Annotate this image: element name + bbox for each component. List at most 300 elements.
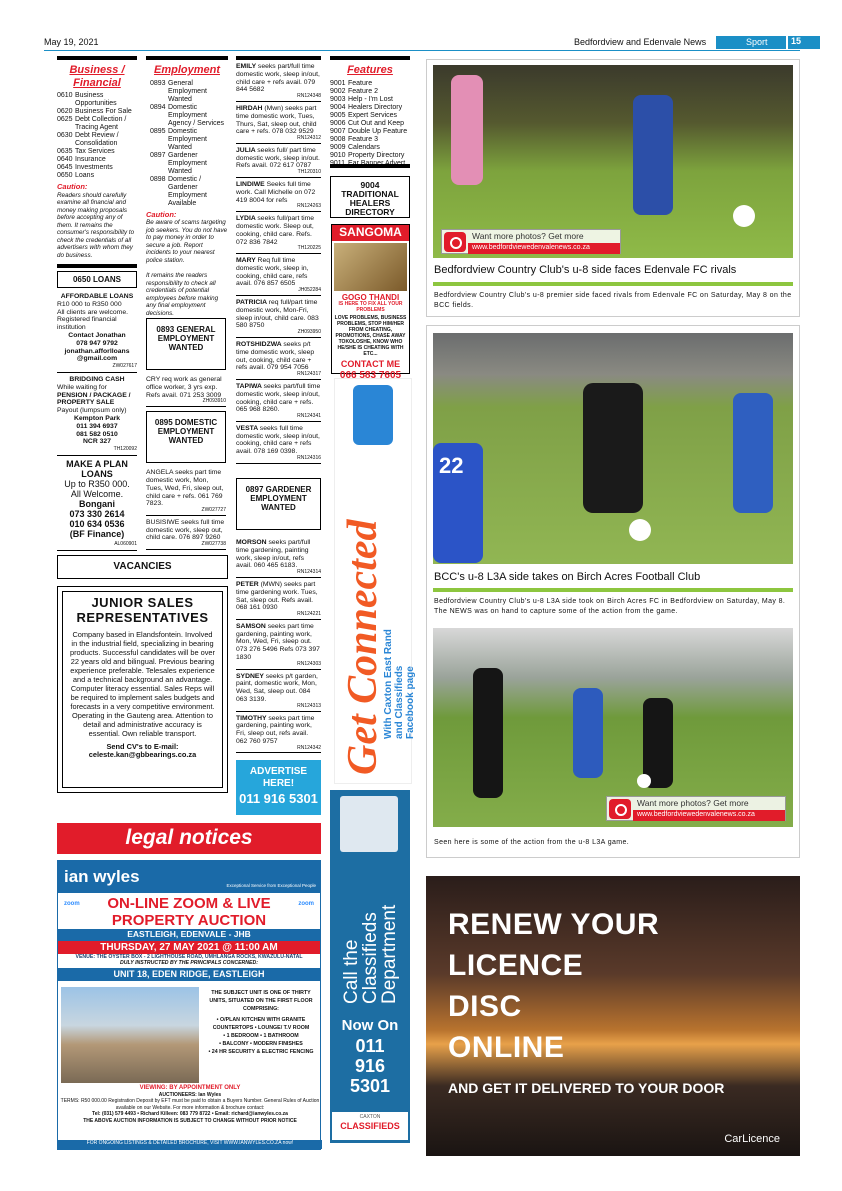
column-bar [330, 56, 410, 60]
ad-heading: JUNIOR SALES [91, 595, 194, 610]
more-photos-banner[interactable] [441, 229, 621, 254]
business-index [57, 56, 137, 259]
category-label: Business Opportunities [75, 92, 117, 108]
classified-ad [236, 341, 321, 372]
category-code: 9009 [330, 143, 346, 151]
ad-title: BRIDGING CASH [69, 375, 125, 383]
ad-line: PENSION / PACKAGE / [57, 391, 131, 399]
sangoma-heading: SANGOMA [332, 225, 409, 241]
headline-line: ON-LINE ZOOM & LIVE [107, 895, 271, 912]
ad-ref: RN124342 [236, 746, 321, 754]
licence-disc-ad[interactable] [426, 876, 800, 1156]
auction-website-bar[interactable]: FOR ONGOING LISTINGS & DETAILED BROCHURE, VISIT WWW.IANWYLES.CO.ZA now! [58, 1140, 322, 1149]
category-code: 9008 [330, 135, 346, 143]
phone-number [330, 1016, 410, 1096]
classifieds-label: CLASSIFIEDS [340, 1120, 400, 1131]
classified-ad [236, 581, 321, 612]
soccer-ball [629, 519, 651, 541]
category-code: 9004 [330, 103, 346, 111]
employment-index [146, 56, 228, 317]
classified-ad [236, 105, 321, 136]
now-on: Now On [341, 1017, 399, 1034]
general-employment-box: 0893 GENERAL EMPLOYMENT WANTED [146, 318, 226, 370]
newspaper-name: Bedfordview and Edenvale News [574, 37, 707, 47]
ad-text: CRY req work as general office worker, 3 yrs exp. Refs avail. 071 253 3009 [146, 376, 222, 399]
category-label: Feature 3 [348, 135, 378, 143]
property-description: THE SUBJECT UNIT IS ONE OF THIRTY UNITS, SITUATED ON THE FIRST FLOOR COMPRISING: [209, 990, 313, 1012]
ad-line: All clients are welcome. [57, 308, 129, 316]
story-caption: Bedfordview Country Club's u-8 L3A side took on Birch Acres FC in Bedfordview on Saturday, May 8. The NEWS was on hand to capture some of the action from the game. [434, 598, 786, 615]
ad-ref: RN124341 [236, 414, 321, 422]
healer-body: LOVE PROBLEMS, BUSINESS PROBLEMS, STOP HIM/HER FROM CHEATING, PROMOTIONS, CHASE AWAY TOKOLOSHE, KNOW WHO HE/SHE IS CHEATING WITH ETC... [334, 315, 407, 358]
viewing-text: VIEWING: BY APPOINTMENT ONLY [139, 1085, 241, 1091]
headline-line: DISC [448, 990, 522, 1023]
call-line: Department [379, 904, 400, 1004]
ad-line: Payout (lumpsum only) [57, 407, 127, 415]
ad-ref: RN124314 [236, 570, 321, 578]
category-label: Loans [75, 172, 95, 180]
category-label: Domestic Employment Wanted [168, 127, 207, 151]
ad-line: 010 634 0536 [69, 518, 125, 529]
ad-ref: RN124303 [236, 662, 321, 670]
ad-ref: RN124263 [236, 204, 321, 212]
more-photos-text: Want more photos? Get more [637, 798, 749, 808]
ad-ref: ZW027738 [146, 542, 226, 550]
call-text [342, 854, 399, 1004]
ad-text: seeks full/ part time domestic work, sleep in/out. Refs avail. 072 617 0787 [236, 146, 320, 170]
category-code: 9006 [330, 119, 346, 127]
ad-name: PETER [236, 580, 261, 588]
issue-date: May 19, 2021 [44, 37, 99, 47]
ad-text: Seeks full time work. Call Michelle on 072 419 8004 for refs [236, 181, 316, 204]
category-code: 9001 [330, 79, 346, 87]
ad-text: seeks full/part time domestic work. Sleep out, cooking, child care. Refs. 072 836 7842 [236, 215, 315, 246]
ad-ref: TH120092 [57, 446, 137, 456]
column-bar [57, 56, 137, 60]
healers-box: 9004 TRADITIONAL HEALERS DIRECTORY [330, 176, 410, 218]
carlicence-logo: CarLicence [724, 1133, 780, 1146]
ad-text: seeks part time gardening, painting work, Mon, Wed, Fri, sleep out. 073 276 5496 Refs 073 397 1830 [236, 622, 320, 662]
divider [330, 164, 410, 168]
ad-text: seeks part/full time gardening, painting work, sleep in/out, refs avail. 060 465 6183. [236, 539, 311, 570]
licence-headline [448, 904, 659, 1068]
category-label: General Employment Wanted [168, 79, 207, 103]
story-caption: Bedfordview Country Club's u-8 premier side faced rivals from Edenvale FC on Saturday, May 8 on the BCC fields. [434, 292, 792, 309]
player-figure [573, 688, 603, 778]
headline-rule [433, 588, 793, 592]
loans-section [57, 268, 137, 554]
ad-ref: RN124317 [236, 372, 321, 380]
ad-ref: TH120310 [236, 170, 321, 178]
features-index [330, 56, 410, 168]
auction-footer [58, 1085, 322, 1124]
ad-name: LYDIA [236, 215, 258, 223]
player-figure [473, 668, 503, 798]
category-label: Investments [75, 164, 113, 172]
soccer-ball [637, 774, 651, 788]
junior-sales-ad [57, 586, 228, 793]
ad-title: AFFORDABLE LOANS [60, 293, 134, 300]
ad-ref: RN124312 [236, 136, 321, 144]
ad-text: seeks part time gardening, painting work, Fri, sleep out, refs avail. 062 760 9757 [236, 714, 315, 745]
zoom-logo: zoom [298, 901, 314, 907]
ad-body: Company based in Elandsfontein. Involved in the industrial field, specializing in bearing products. Successful candidates will be over 22 years old and bilingual. Previous bearing experience preferable. Telesales experience and a technical background an advantage. Computer literacy essential. Sales Reps will be required to implement sales budgets and forecasts in a very competitive environment. Operating in the Gauteng area. Attention to detail and administrative accuracy is essential. Own reliable transport. [69, 629, 215, 738]
caxton-logo [332, 1112, 408, 1140]
category-code: 0893 [150, 79, 166, 87]
vacancies-box: VACANCIES [57, 555, 228, 579]
ad-line: Bongani [79, 498, 115, 509]
contact-line: @gmail.com [76, 355, 118, 363]
headline-line: ONLINE [448, 1031, 565, 1064]
facebook-line: Facebook page [405, 666, 416, 739]
classified-ad [236, 673, 321, 704]
soccer-photo-2 [433, 333, 793, 564]
ad-line: Registered financial institution [57, 316, 117, 332]
feature-item: • 1 BEDROOM • 1 BATHROOM [223, 1033, 299, 1039]
property-photo [61, 987, 199, 1083]
header-rule [44, 50, 800, 51]
category-label: Debt Collection / Tracing Agent [75, 116, 127, 132]
ad-text: ANGELA seeks part time domestic work, Mon, Tues, Wed, Fri, sleep out, child care + refs. 061 769 7823. [146, 469, 224, 508]
business-category-list [57, 92, 137, 180]
category-item [330, 88, 410, 96]
ad-name: TAPIWA [236, 382, 264, 390]
category-code: 0625 [57, 116, 73, 124]
auction-headline [58, 895, 320, 929]
ad-name: TIMOTHY [236, 714, 269, 722]
caution-text-2: It remains the readers responsibility to check all credentials of potential employees before making any final employment decisions. [146, 272, 219, 317]
category-item [57, 164, 137, 172]
caution-label: Caution: [57, 182, 88, 192]
ad-text: BUSISIWE seeks full time domestic work, sleep out, child care. 076 897 9260 [146, 518, 225, 542]
player-figure [433, 443, 483, 563]
ad-text: seeks full time domestic work, sleep in/out, cooking, child care + refs avail. 078 169 0398. [236, 424, 320, 456]
website-link[interactable]: www.bedfordviewedenvalenews.co.za [468, 243, 620, 254]
category-label: Healers Directory [348, 103, 403, 111]
ad-name: MARY [236, 257, 258, 265]
notice-text: THE ABOVE AUCTION INFORMATION IS SUBJECT TO CHANGE WITHOUT PRIOR NOTICE [83, 1117, 297, 1124]
ad-line: All Welcome. [70, 488, 124, 499]
ad-name: HIRDAH [236, 104, 265, 112]
category-code: 0640 [57, 156, 73, 164]
category-code: 0650 [57, 172, 73, 180]
category-item [150, 176, 228, 208]
category-label: Double Up Feature [348, 127, 408, 135]
ad-text: (MWN) seeks part time gardening work. Tues, Sat, sleep out. Refs avail. 068 161 0930 [236, 580, 318, 612]
category-label: Calendars [348, 143, 380, 151]
advertise-label: ADVERTISE HERE! [249, 766, 308, 789]
category-label: Tax Services [75, 148, 115, 156]
email-link[interactable]: celeste.kan@gbbearings.co.za [88, 750, 197, 760]
camera-icon [609, 799, 631, 819]
devices-image [340, 796, 398, 852]
feature-item: • BALCONY • MODERN FINISHES [219, 1041, 303, 1047]
ad-ref: JH052284 [236, 288, 321, 296]
loan-ad-3 [57, 459, 137, 551]
photo-caption: Seen here is some of the action from the u-8 L3A game. [434, 839, 630, 846]
category-code: 0645 [57, 164, 73, 172]
headline-rule [433, 282, 793, 286]
category-code: 9007 [330, 127, 346, 135]
phone-part: 011 [355, 1036, 385, 1056]
story-headline: BCC's u-8 L3A side takes on Birch Acres Football Club [434, 571, 701, 583]
healer-sub: IS HERE TO FIX ALL YOUR PROBLEMS [338, 300, 403, 313]
category-label: Domestic Employment Agency / Services [168, 103, 225, 127]
category-item [57, 116, 137, 132]
ad-name: EMILY [236, 63, 258, 70]
domestic-employment-box: 0895 DOMESTIC EMPLOYMENT WANTED [146, 411, 226, 463]
category-label: Cut Out and Keep [348, 119, 405, 127]
more-photos-banner[interactable] [606, 796, 786, 821]
gardener-employment-box: 0897 GARDENER EMPLOYMENT WANTED [236, 478, 321, 530]
general-employment-section [146, 318, 226, 553]
caution-text: Readers should carefully examine all financial and money making proposals before accepting any of them. It remains the consumer's responsibility to check the credentials of all advertisers with whom they do business. [57, 191, 135, 259]
category-label: Debt Review / Consolidation [75, 132, 119, 148]
ad-ref: ZW027727 [146, 508, 226, 516]
category-item [150, 80, 228, 104]
ad-line: 011 394 6937 [76, 422, 118, 430]
auction-ad [57, 860, 321, 1150]
ad-ref: RN124221 [236, 612, 321, 620]
auction-header [58, 861, 320, 893]
call-line: Call the [341, 939, 362, 1004]
ad-ref: TH120225 [236, 246, 321, 254]
category-item [57, 148, 137, 156]
ad-name: SAMSON [236, 622, 268, 630]
classified-ad [236, 215, 321, 246]
ad-line: (BF Finance) [69, 528, 125, 539]
category-item [330, 80, 410, 88]
category-item [150, 128, 228, 152]
category-code: 0895 [150, 127, 166, 135]
feature-item: • 24 HR SECURITY & ELECTRIC FENCING [208, 1049, 314, 1055]
classified-ad [146, 469, 226, 508]
more-photos-text: Want more photos? Get more [472, 231, 584, 241]
category-label: Gardener Employment Wanted [168, 151, 207, 175]
category-label: Insurance [75, 156, 106, 164]
ad-ref: RN124348 [236, 94, 321, 102]
feature-item: • O/PLAN KITCHEN WITH GRANITE COUNTERTOPS • LOUNGE/ T.V ROOM [212, 1017, 310, 1031]
licence-subline: AND GET IT DELIVERED TO YOUR DOOR [448, 1080, 725, 1096]
ad-line: Kempton Park [73, 414, 121, 422]
ad-name: MORSON [236, 539, 269, 546]
classified-ad [146, 376, 226, 399]
category-code: 0610 [57, 92, 73, 100]
loans-box: 0650 LOANS [57, 271, 137, 288]
page-number: 15 [786, 36, 804, 49]
category-code: 9003 [330, 95, 346, 103]
story-headline: Bedfordview Country Club's u-8 side faces Edenvale FC rivals [434, 264, 737, 276]
section-tab[interactable]: Sport [716, 36, 820, 49]
caxton-label: CAXTON [359, 1114, 381, 1120]
category-code: 0635 [57, 148, 73, 156]
classified-ad [236, 383, 321, 414]
ad-ref: ZH093950 [236, 330, 321, 338]
features-category-list [330, 80, 410, 168]
classified-ad [236, 181, 321, 204]
phone-part: 5301 [349, 1076, 391, 1096]
ad-line: LOANS [81, 468, 113, 479]
loan-ad-1 [57, 293, 137, 373]
facebook-line: and Classifieds [394, 665, 405, 739]
auction-instructed: DULY INSTRUCTED BY THE PRINCIPALS CONCERNED: [120, 960, 258, 967]
classified-ad [236, 425, 321, 456]
player-figure [583, 383, 643, 513]
classified-ad [236, 715, 321, 746]
column-bar [146, 56, 228, 60]
column-bar [236, 56, 321, 60]
facebook-ad[interactable] [334, 378, 416, 784]
ad-line: R10 000 to R350 000 [57, 300, 122, 308]
ad-text: seeks part/full time domestic work, sleep in/out, cooking, child care + refs. 065 968 8260. [236, 382, 321, 414]
get-connected-text: Get Connected [340, 519, 386, 775]
category-code: 0630 [57, 132, 73, 140]
auctioneers-text: AUCTIONEERS: Ian Wyles [158, 1091, 222, 1098]
auction-venue: VENUE: THE OYSTER BOX - 2 LIGHTHOUSE ROAD, UMHLANGA ROCKS, KWAZULU-NATAL [75, 954, 303, 961]
advertise-here-ad[interactable] [236, 760, 321, 815]
ad-text: seeks part/full time domestic work, sleep in/out, child care + refs avail. 079 844 5682 [236, 63, 320, 94]
category-item [330, 96, 410, 104]
healer-phone: 066 583 7605 [339, 369, 402, 381]
category-item [57, 172, 137, 180]
category-item [57, 156, 137, 164]
ad-text: seeks p/t garden, paint, domestic work, Mon, Wed, Sat, sleep out. 084 063 3139. [236, 672, 318, 703]
caution-label: Caution: [146, 209, 177, 219]
terms-text: TERMS: R50 000.00 Registration Deposit by EFT must be paid to obtain a Buyers Number. General Rules of Auction available on our Website. For more information & brochure contact: [60, 1098, 320, 1111]
ad-line: Up to R350 000. [64, 478, 130, 489]
contact-text: Tel: (031) 579 4493 • Richard Killeen: 083 779 8722 • Email: richard@ianwyles.co.za [92, 1111, 288, 1117]
category-item [330, 136, 410, 144]
auction-tagline: Exceptional Service from Exceptional People [226, 883, 316, 888]
financial-title: Financial [73, 76, 121, 89]
contact-line: jonathan.afforlloans [64, 347, 130, 355]
phone-part: 916 [354, 1056, 386, 1076]
category-item [150, 104, 228, 128]
contact-line: 078 947 9792 [76, 339, 118, 347]
auction-location: EASTLEIGH, EDENVALE - JHB [58, 929, 320, 941]
facebook-text [383, 439, 416, 739]
ad-line: While waiting for [57, 383, 107, 391]
facebook-line: With Caxton East Rand [383, 629, 394, 739]
category-label: Help - I'm Lost [348, 95, 393, 103]
category-code: 9005 [330, 111, 346, 119]
camera-icon [444, 232, 466, 252]
category-item [330, 120, 410, 128]
ad-name: LINDIWE [236, 181, 267, 189]
zoom-logo: zoom [64, 901, 80, 907]
loan-ad-2 [57, 376, 137, 456]
auction-unit: UNIT 18, EDEN RIDGE, EASTLEIGH [58, 968, 320, 980]
classified-ad [236, 147, 321, 170]
ad-name: SYDNEY [236, 672, 266, 680]
category-item [330, 104, 410, 112]
page-header [44, 36, 800, 50]
category-label: Domestic / Gardener Employment Available [168, 175, 207, 207]
call-line: Classifieds [360, 912, 381, 1004]
ad-line: PROPERTY SALE [57, 399, 115, 407]
ad-ref: ZH093910 [146, 399, 226, 407]
classified-ad [236, 299, 321, 330]
employment-category-list [146, 80, 228, 208]
ad-heading: REPRESENTATIVES [76, 609, 209, 625]
category-item [57, 132, 137, 148]
category-code: 0620 [57, 108, 73, 116]
contact-label: CONTACT ME [340, 359, 401, 370]
website-link[interactable]: www.bedfordviewedenvalenews.co.za [633, 810, 785, 821]
business-title: Business / [69, 64, 125, 76]
advertise-phone: 011 916 5301 [239, 791, 318, 806]
soccer-ball [733, 205, 755, 227]
ad-name: JULIA [236, 146, 258, 154]
auction-date: THURSDAY, 27 MAY 2021 @ 11:00 AM [58, 941, 320, 955]
ad-text: (Mwn) seeks part time domestic work, Tues, Thurs, Sat, sleep out, child care + refs. 078 032 9529 [236, 104, 317, 136]
category-label: Feature [348, 79, 373, 87]
player-figure [633, 95, 673, 215]
healer-name: GOGO THANDI [341, 292, 400, 302]
ad-line: 073 330 2614 [69, 508, 125, 519]
jersey-number: 22 [439, 453, 464, 478]
legal-notices-banner: legal notices [57, 823, 321, 854]
category-label: Feature 2 [348, 87, 378, 95]
category-label: Business For Sale [75, 108, 132, 116]
classified-ad [236, 539, 321, 570]
category-item [150, 152, 228, 176]
ad-line: MAKE A PLAN [66, 458, 128, 469]
category-item [330, 152, 410, 160]
ad-line: NCR 327 [83, 438, 111, 446]
features-title: Features [347, 64, 393, 76]
sangoma-ad [331, 224, 410, 381]
ad-ref: RN124316 [236, 456, 321, 464]
ad-ref: AL060901 [57, 539, 137, 551]
ad-line: 081 582 0510 [76, 430, 118, 438]
gardener-ads-column [236, 536, 321, 756]
ad-name: VESTA [236, 424, 260, 432]
ad-name: PATRICIA [236, 299, 269, 307]
category-label: Property Directory [348, 151, 405, 159]
category-code: 0897 [150, 151, 166, 159]
property-details [203, 989, 319, 1056]
ad-text: req full/part time domestic work, Mon-Fri, sleep in/out, child care. 083 580 8750 [236, 299, 319, 330]
employment-title: Employment [153, 64, 220, 76]
money-image [334, 243, 407, 291]
headline-line: RENEW YOUR [448, 908, 660, 941]
category-item [330, 112, 410, 120]
player-figure [733, 393, 773, 513]
ad-ref: RN124313 [236, 704, 321, 712]
caution-text: Be aware of scams targeting job seekers. You do not have to pay money in order to secure a job. Report incidents to your nearest police station. [146, 219, 228, 264]
send-cv-label: Send CV's to E-mail: [106, 741, 179, 751]
category-item [330, 128, 410, 136]
category-code: 0898 [150, 175, 166, 183]
classified-ad [236, 63, 321, 94]
category-label: Expert Services [348, 111, 398, 119]
headline-line: LICENCE [448, 949, 584, 982]
domestic-ads-column [236, 56, 321, 467]
classified-ad [236, 623, 321, 662]
ad-text: seeks p/t time domestic work, sleep out, cooking, child care + refs avail. 079 954 7056 [236, 340, 315, 372]
category-item [57, 108, 137, 116]
category-item [57, 92, 137, 108]
headline-line: PROPERTY AUCTION [111, 912, 267, 929]
call-classifieds-ad[interactable] [330, 790, 410, 1143]
ad-text: Req full time domestic work, sleep in, cooking, child care, refs avail. 076 857 6505 [236, 257, 309, 288]
ian-wyles-logo: ian wyles [64, 867, 140, 886]
player-figure [451, 75, 483, 185]
ad-ref: ZW027617 [57, 363, 137, 373]
ad-name: ROTSHIDZWA [236, 340, 284, 348]
category-code: 9002 [330, 87, 346, 95]
